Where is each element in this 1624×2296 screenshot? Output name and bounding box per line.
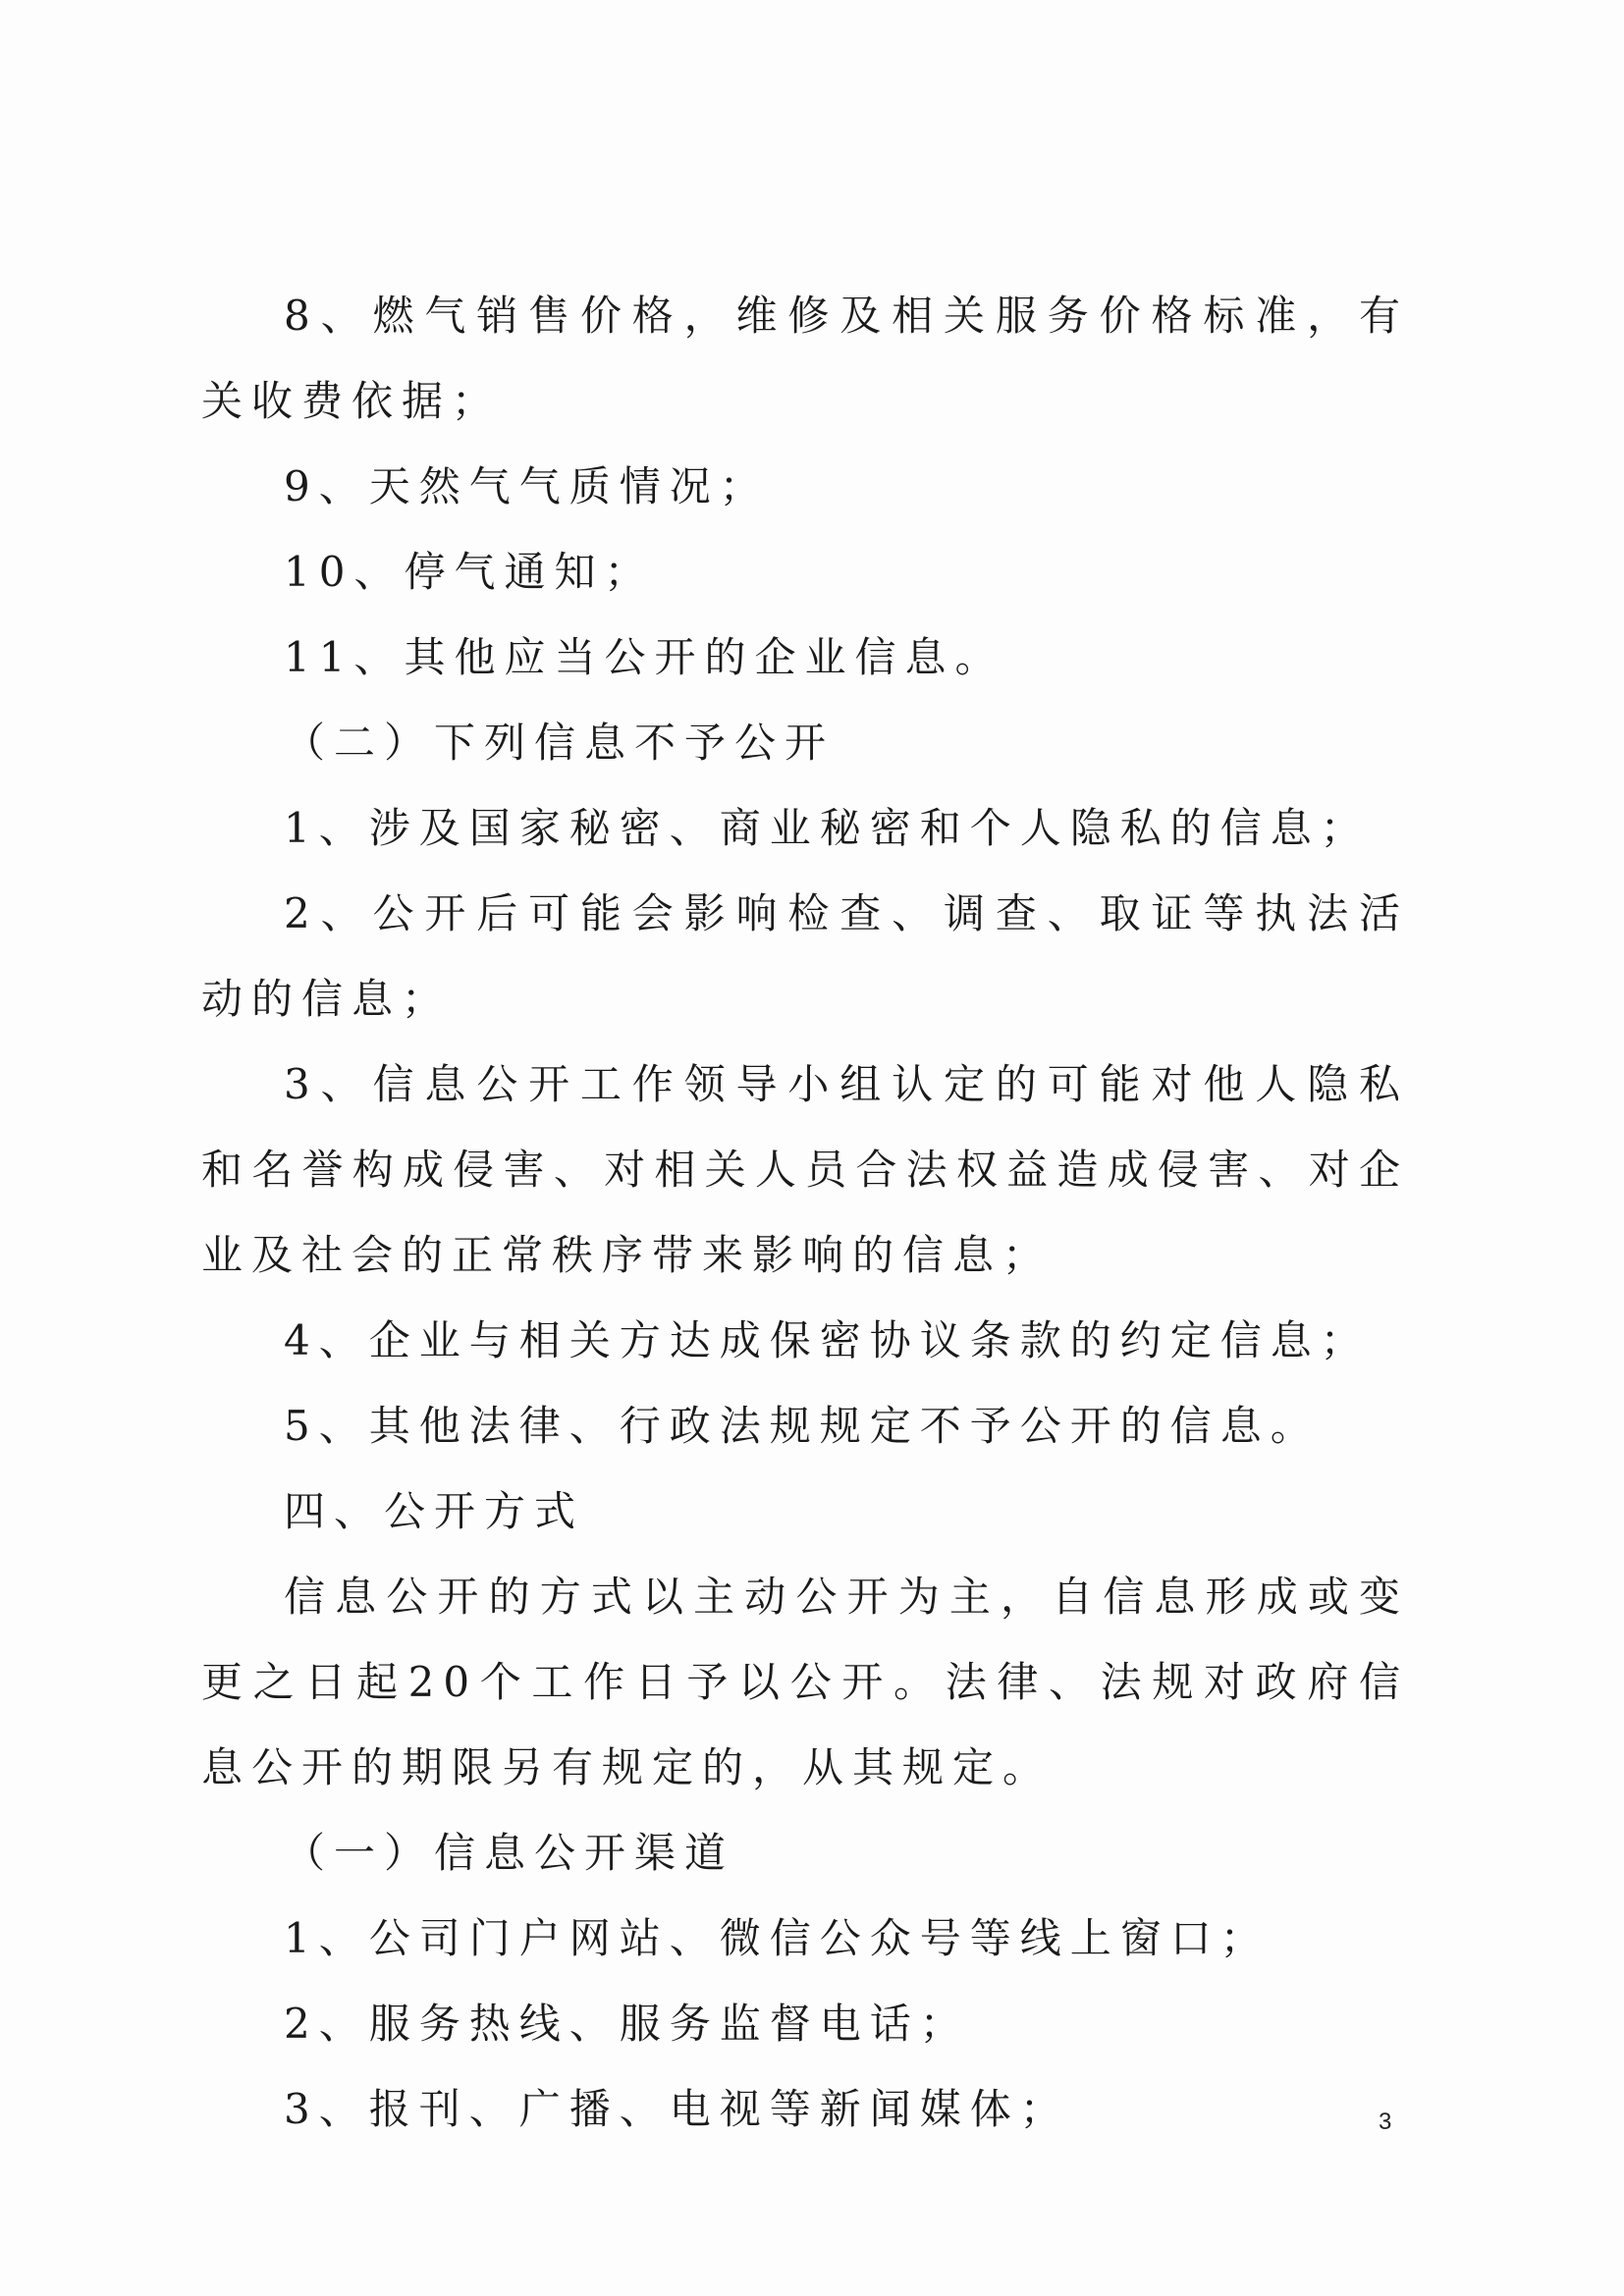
- paragraph-exempt-3: 3、信息公开工作领导小组认定的可能对他人隐私和名誉构成侵害、对相关人员合法权益造成侵害、对企业及社会的正常秩序带来影响的信息；: [201, 1060, 1409, 1279]
- paragraph-exempt-2: 2、公开后可能会影响检查、调查、取证等执法活动的信息；: [201, 889, 1409, 1023]
- section-heading-disclosure-method: 四、公开方式: [284, 1487, 585, 1535]
- document-body: [201, 273, 1409, 2152]
- paragraph-item-11-other: 11、其他应当公开的企业信息。: [284, 633, 1005, 681]
- paragraph-channel-3: 3、报刊、广播、电视等新闻媒体；: [284, 2085, 1070, 2133]
- paragraph-exempt-4: 4、企业与相关方达成保密协议条款的约定信息；: [284, 1316, 1371, 1364]
- paragraph-item-9-gas-quality: 9、天然气气质情况；: [284, 462, 770, 510]
- paragraph-exempt-1: 1、涉及国家秘密、商业秘密和个人隐私的信息；: [284, 804, 1371, 852]
- page-number: 3: [1379, 2109, 1392, 2135]
- paragraph-item-10-gas-stop: 10、停气通知；: [284, 548, 655, 596]
- paragraph-channel-1: 1、公司门户网站、微信公众号等线上窗口；: [284, 1914, 1271, 1962]
- section-heading-channels: （一）信息公开渠道: [284, 1829, 735, 1877]
- paragraph-item-8-price: 8、燃气销售价格，维修及相关服务价格标准，有关收费依据；: [201, 292, 1409, 425]
- section-heading-not-disclosed: （二）下列信息不予公开: [284, 719, 836, 767]
- paragraph-disclosure-method: 信息公开的方式以主动公开为主，自信息形成或变更之日起20个工作日予以公开。法律、法规对政府信息公开的期限另有规定的，从其规定。: [201, 1573, 1409, 1791]
- paragraph-exempt-5: 5、其他法律、行政法规规定不予公开的信息。: [284, 1402, 1321, 1450]
- paragraph-channel-2: 2、服务热线、服务监督电话；: [284, 2000, 970, 2048]
